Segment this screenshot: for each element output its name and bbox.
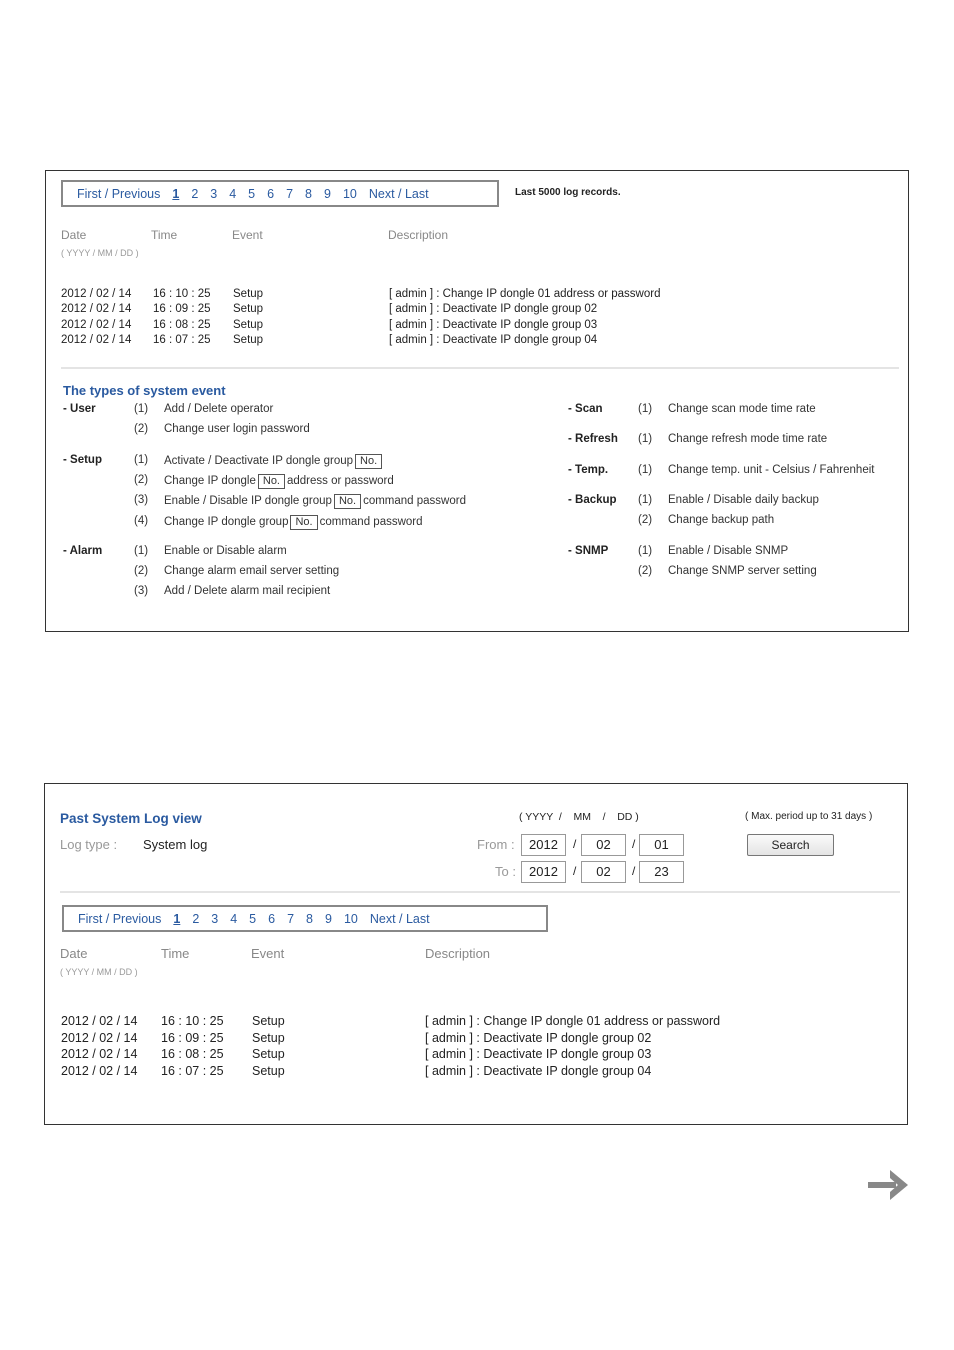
event-description [164,545,287,557]
pagination-bar [62,905,548,932]
from-day-input[interactable]: 01 [639,834,684,856]
time-header: Time [151,228,178,242]
time-cell: 16 : 07 : 25 [161,1064,224,1079]
date-cell: 2012 / 02 / 14 [61,303,132,316]
description-cell: [ admin ] : Change IP dongle 01 address or password [425,1014,721,1028]
event-header: Event [251,946,285,961]
event-text: Activate / Deactivate IP dongle group [164,454,354,467]
log-type-value: System log [143,837,208,852]
time-cell: 16 : 08 : 25 [153,318,211,331]
date-separator: / [573,864,577,878]
item-number: (4) [134,514,149,527]
page-link-10[interactable]: 10 [343,911,358,926]
item-number: (1) [638,433,653,445]
table-row [61,1031,861,1048]
to-month-input[interactable]: 02 [581,861,626,883]
event-text: Change alarm email server setting [164,565,340,578]
page-link-6[interactable]: 6 [268,911,276,926]
from-label: From : [477,837,515,852]
event-description: Enable / Disable daily backup [668,494,819,506]
date-separator: / [573,837,577,851]
max-period-note: ( Max. period up to 31 days ) [745,811,873,822]
event-types-title: The types of system event [63,383,226,398]
event-description: Change scan mode time rate [668,403,816,415]
page-title: Past System Log view [60,811,202,826]
event-text: Enable or Disable alarm [164,544,287,557]
event-description: Change refresh mode time rate [668,433,828,445]
event-description: Change temp. unit - Celsius / Fahrenheit [668,464,875,476]
event-cell: Setup [233,333,264,346]
event-description: Change SNMP server setting [668,565,817,577]
first-previous-link[interactable]: First / Previous [78,911,162,926]
number-placeholder-box: No. [334,494,361,509]
time-cell: 16 : 10 : 25 [153,288,211,300]
search-button[interactable]: Search [747,834,834,856]
page-link-8[interactable]: 8 [305,186,312,201]
number-placeholder-box: No. [355,454,382,469]
page-link-10[interactable]: 10 [342,186,357,201]
date-header: Date [61,228,87,242]
event-description [164,474,394,489]
event-cell: Setup [252,1047,285,1062]
event-text: Change IP dongle [164,474,256,487]
description-header: Description [388,228,449,242]
description-header: Description [425,946,491,961]
pagination-bar [61,180,499,207]
log-table [61,288,861,349]
item-number: (2) [134,423,149,436]
date-format-hint: ( YYYY / MM / DD ) [61,248,139,258]
time-cell: 16 : 08 : 25 [161,1047,224,1062]
date-format-hint: ( YYYY / MM / DD ) [60,967,138,977]
event-text: Add / Delete alarm mail recipient [164,585,331,598]
event-text: Enable / Disable IP dongle group [164,495,332,508]
time-cell: 16 : 09 : 25 [161,1030,224,1045]
time-header: Time [161,946,190,961]
page-link-4[interactable]: 4 [229,186,237,201]
page-link-3[interactable]: 3 [210,186,218,201]
event-description [164,423,310,435]
item-number: (1) [638,545,653,557]
event-category: - Refresh [568,433,618,445]
event-description [164,565,339,577]
page-link-2[interactable]: 2 [191,186,199,201]
to-day-input[interactable]: 23 [639,861,684,883]
item-number: (2) [638,514,653,526]
event-text: address or password [287,474,394,487]
records-note: Last 5000 log records. [515,187,621,198]
event-cell: Setup [233,288,264,300]
date-cell: 2012 / 02 / 14 [61,288,132,300]
event-description [164,515,423,530]
event-description [164,494,466,509]
description-cell: [ admin ] : Deactivate IP dongle group 04 [389,333,598,346]
table-row [61,288,861,303]
section-divider [61,367,899,369]
date-cell: 2012 / 02 / 14 [61,333,132,346]
page-link-7[interactable]: 7 [286,186,294,201]
page-link-2[interactable]: 2 [192,911,200,926]
event-category: - SNMP [568,545,609,557]
event-description [164,403,273,415]
table-row [61,303,861,318]
time-cell: 16 : 07 : 25 [153,333,211,346]
item-number: (3) [134,585,149,598]
page-link-4[interactable]: 4 [230,911,238,926]
to-year-input[interactable]: 2012 [521,861,566,883]
item-number: (1) [134,453,149,466]
event-description [164,454,384,469]
item-number: (1) [134,403,149,415]
date-cell: 2012 / 02 / 14 [61,1064,138,1079]
date-cell: 2012 / 02 / 14 [61,1030,138,1045]
table-row [61,334,861,349]
date-separator: / [632,864,636,878]
log-table [61,1014,861,1081]
page-link-3[interactable]: 3 [211,911,219,926]
date-cell: 2012 / 02 / 14 [61,1014,138,1028]
date-cell: 2012 / 02 / 14 [61,1047,138,1062]
from-year-input[interactable]: 2012 [521,834,566,856]
page-link-5[interactable]: 5 [248,186,256,201]
event-cell: Setup [233,303,264,316]
number-placeholder-box: No. [290,515,317,530]
page-link-5[interactable]: 5 [249,911,257,926]
first-previous-link[interactable]: First / Previous [77,186,161,201]
date-cell: 2012 / 02 / 14 [61,318,132,331]
table-row [61,1014,861,1031]
event-description: Change backup path [668,514,775,526]
page-link-7[interactable]: 7 [287,911,295,926]
section-divider [60,891,900,893]
description-cell: [ admin ] : Deactivate IP dongle group 03 [389,318,598,331]
event-category: - Backup [568,494,617,506]
event-category: - Alarm [63,544,103,557]
page-link-1[interactable]: 1 [172,186,180,201]
page-link-1[interactable]: 1 [173,911,181,926]
event-category: - User [63,403,96,415]
event-description [164,585,330,597]
description-cell: [ admin ] : Deactivate IP dongle group 02 [389,303,598,316]
page-link-8[interactable]: 8 [306,911,313,926]
date-separator: / [632,837,636,851]
next-last-link[interactable]: Next / Last [369,911,430,926]
item-number: (1) [638,494,653,506]
event-cell: Setup [233,318,264,331]
event-description: Enable / Disable SNMP [668,545,789,557]
past-log-panel [44,783,908,1125]
event-category: - Setup [63,453,102,466]
item-number: (2) [134,473,149,486]
date-format-label: ( YYYY / MM / DD ) [519,811,639,823]
date-header: Date [60,946,88,961]
item-number: (3) [134,494,149,507]
table-row [61,1047,861,1064]
event-cell: Setup [252,1014,285,1028]
item-number: (2) [638,565,653,577]
item-number: (1) [638,464,653,476]
number-placeholder-box: No. [258,474,285,489]
page-link-6[interactable]: 6 [267,186,275,201]
item-number: (1) [134,544,149,557]
time-cell: 16 : 10 : 25 [161,1014,224,1028]
item-number: (1) [638,403,653,415]
event-cell: Setup [252,1030,285,1045]
item-number: (2) [134,565,149,578]
table-row [61,319,861,334]
description-cell: [ admin ] : Change IP dongle 01 address or password [389,288,661,300]
right-arrow-icon[interactable] [866,1167,910,1203]
event-text: Add / Delete operator [164,403,274,415]
time-cell: 16 : 09 : 25 [153,303,211,316]
log-type-label: Log type : [60,837,118,852]
page-link-9[interactable]: 9 [323,186,331,201]
description-cell: [ admin ] : Deactivate IP dongle group 03 [425,1047,652,1062]
event-text: Change IP dongle group [164,515,289,528]
event-category: - Scan [568,403,603,415]
event-text: command password [363,495,466,508]
from-month-input[interactable]: 02 [581,834,626,856]
event-header: Event [232,228,263,242]
event-text: command password [319,515,423,528]
event-cell: Setup [252,1064,285,1079]
description-cell: [ admin ] : Deactivate IP dongle group 04 [425,1064,652,1079]
event-category: - Temp. [568,464,609,476]
event-text: Change user login password [164,423,310,436]
page-link-9[interactable]: 9 [324,911,332,926]
table-row [61,1064,861,1081]
next-last-link[interactable]: Next / Last [368,186,429,201]
description-cell: [ admin ] : Deactivate IP dongle group 02 [425,1030,652,1045]
event-log-panel [45,170,909,632]
to-label: To : [495,864,516,879]
